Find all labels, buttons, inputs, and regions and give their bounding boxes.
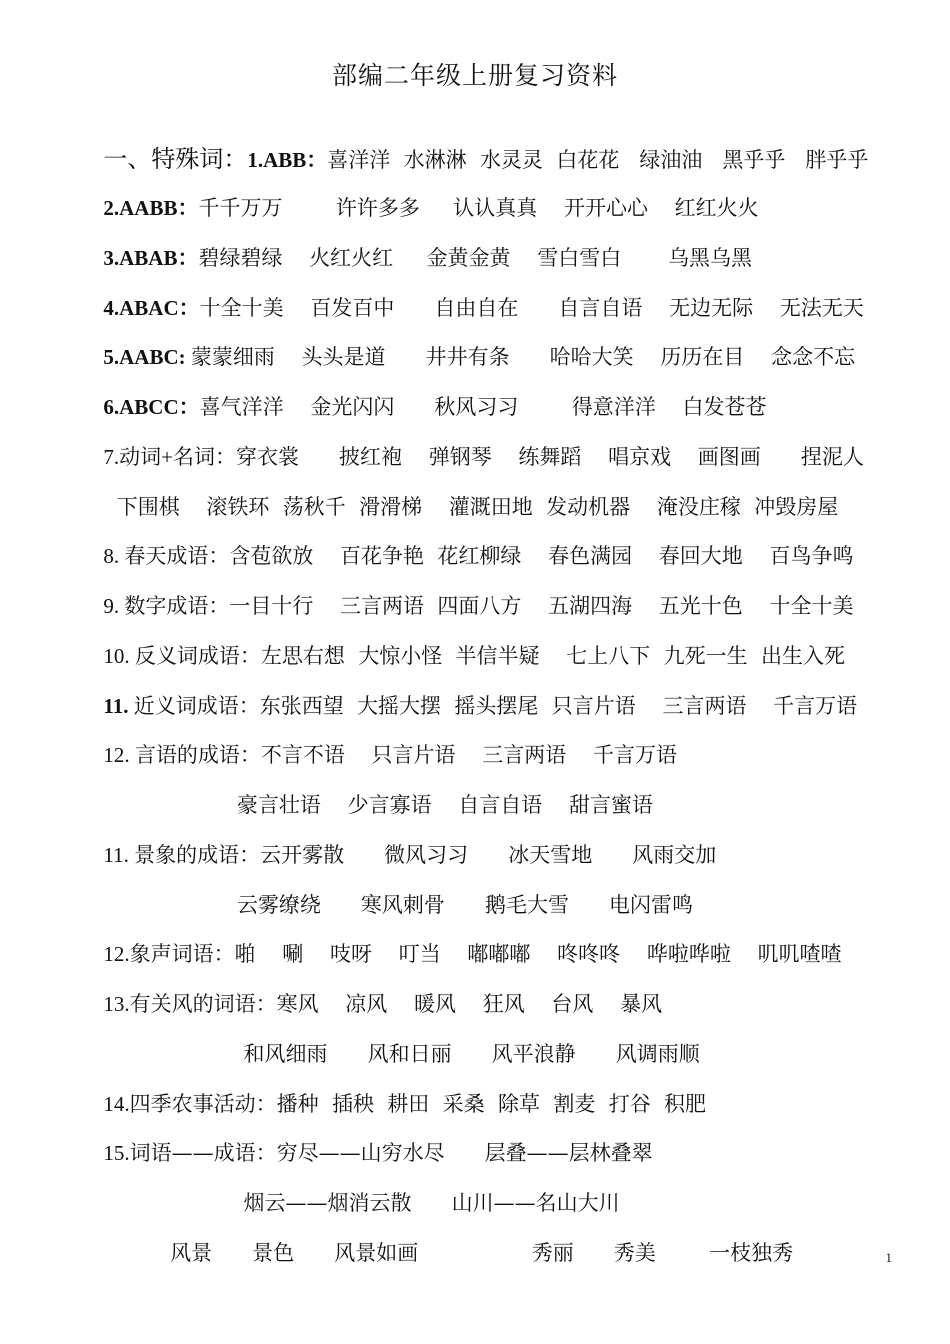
line-text: 反义词成语：左思右想 大惊小怪 半信半疑 七上八下 九死一生 出生入死 [134,644,845,668]
line-text: 下围棋 滚铁环 荡秋千 滑滑梯 灌溉田地 发动机器 淹没庄稼 冲毁房屋 [103,495,839,519]
line-label: 3.ABAB： [103,246,199,270]
line-label: 2.AABB： [103,196,199,220]
line-text: 穿衣裳 披红袍 弹钢琴 练舞蹈 唱京戏 画图画 捏泥人 [235,445,864,469]
line-label: 12. [103,942,130,966]
line-text: 象声词语：啪 唰 吱呀 叮当 嘟嘟嘟 咚咚咚 哗啦哗啦 叽叽喳喳 [129,942,842,966]
line-text: 四季农事活动：播种 插秧 耕田 采桑 除草 割麦 打谷 积肥 [129,1092,707,1116]
page-number: 1 [885,1250,892,1265]
line-text: 有关风的词语：寒风 凉风 暖风 狂风 台风 暴风 [129,992,663,1016]
line-text: 云雾缭绕 寒风刺骨 鹅毛大雪 电闪雷鸣 [103,893,694,917]
line-label: 6.ABCC： [103,395,200,419]
section-1-items: 喜洋洋 水淋淋 水灵灵 白花花 绿油油 黑乎乎 胖乎乎 [327,148,869,172]
line-text: 十全十美 百发百中 自由自在 自言自语 无边无际 无法无天 [199,296,864,320]
line-text: 词语——成语：穷尽——山穷水尽 层叠——层林叠翠 [129,1141,653,1165]
line-label: 10. [103,644,135,668]
line-text: 近义词成语：东张西望 大摇大摆 摇头摆尾 只言片语 三言两语 千言万语 [133,694,858,718]
line-text: 烟云——烟消云散 山川——名山大川 [103,1191,620,1215]
line-text: 蒙蒙细雨 头头是道 井井有条 哈哈大笑 历历在目 念念不忘 [190,345,856,369]
section-1-label: 1.ABB： [247,148,328,172]
line-scenery-words [90,1208,793,1268]
line-label: 14. [103,1092,130,1116]
line-text: 和风细雨 风和日丽 风平浪静 风调雨顺 [103,1042,700,1066]
line-label: 4.ABAC： [103,296,200,320]
line-text: 景象的成语：云开雾散 微风习习 冰天雪地 风雨交加 [134,843,717,867]
line-label: 9. [103,594,125,618]
line-text: 春天成语：含苞欲放 百花争艳 花红柳绿 春色满园 春回大地 百鸟争鸣 [124,544,854,568]
line-label: 7.动词+名词： [103,445,236,469]
line-label: 12. [103,743,135,767]
line-text: 言语的成语：不言不语 只言片语 三言两语 千言万语 [134,743,677,767]
section-1-heading: 一、特殊词： [103,145,248,173]
line-text: 千千万万 许许多多 认认真真 开开心心 红红火火 [198,196,759,220]
line-text: 豪言壮语 少言寡语 自言自语 甜言蜜语 [103,793,653,817]
line-label: 11. [103,843,135,867]
line-text: 数字成语：一目十行 三言两语 四面八方 五湖四海 五光十色 十全十美 [124,594,854,618]
page-title: 部编二年级上册复习资料 [331,61,618,90]
line-label: 5.AABC: [103,345,191,369]
line-label: 11. [103,694,134,718]
line-label: 15. [103,1141,130,1165]
line-label: 8. [103,544,125,568]
line-text: 风景 景色 风景如画 秀丽 秀美 一枝独秀 [103,1241,794,1265]
line-text: 喜气洋洋 金光闪闪 秋风习习 得意洋洋 白发苍苍 [199,395,767,419]
line-label: 13. [103,992,130,1016]
line-text: 碧绿碧绿 火红火红 金黄金黄 雪白雪白 乌黑乌黑 [198,246,752,270]
